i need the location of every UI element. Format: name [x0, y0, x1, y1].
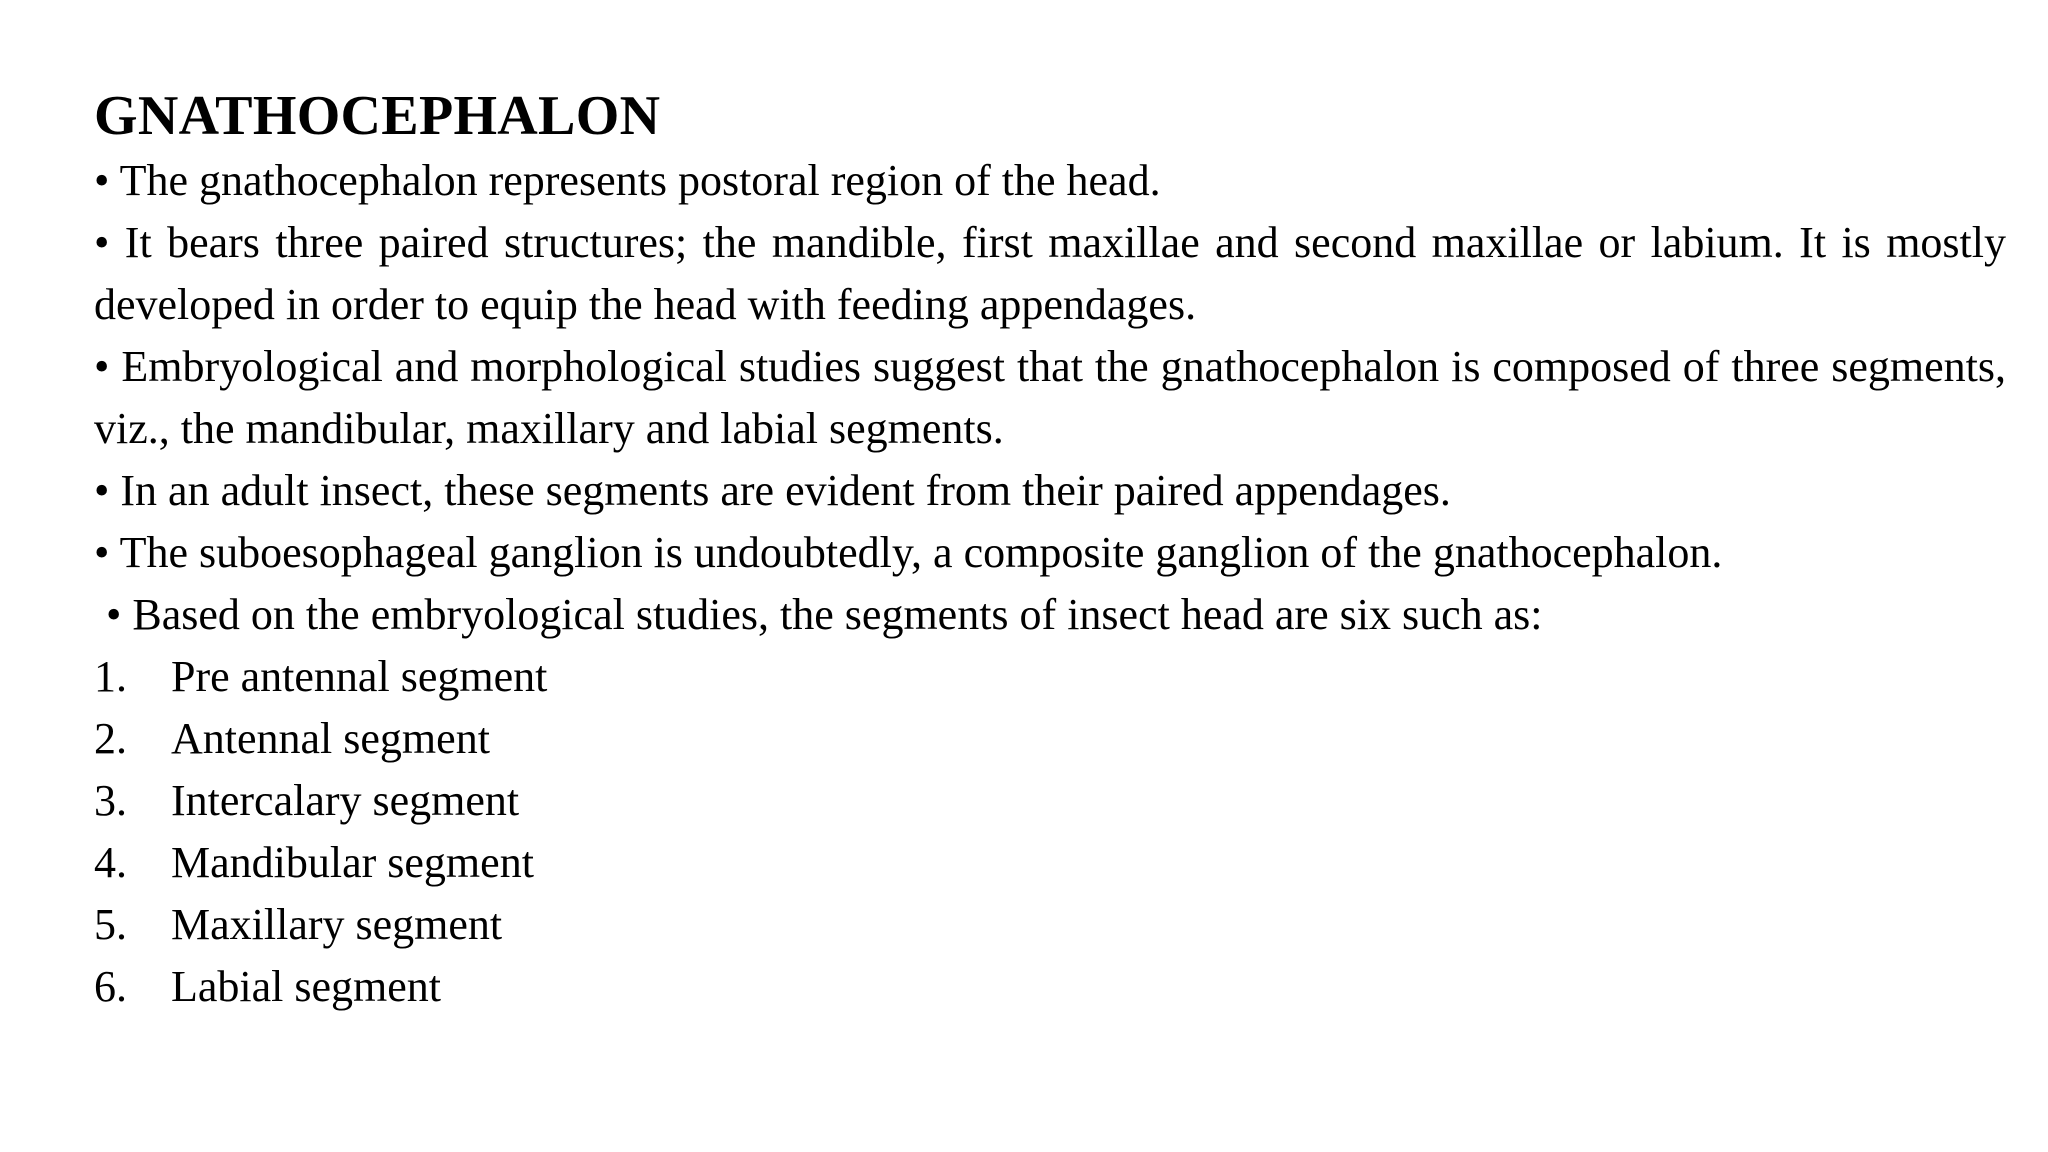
list-item [94, 646, 2014, 708]
list-label: Maxillary segment [171, 900, 503, 949]
list-number: 1. [94, 652, 127, 701]
segment-list [94, 646, 2014, 1018]
list-label: Antennal segment [171, 714, 490, 763]
list-label: Pre antennal segment [171, 652, 548, 701]
list-number: 4. [94, 838, 127, 887]
list-item [94, 770, 2014, 832]
bullet-paired-structures: • It bears three paired structures; the mandible, first maxillae and second maxillae or labium. It is mostly developed in order to equip the head with feeding appendages. [94, 218, 2006, 329]
list-item [94, 708, 2014, 770]
list-label: Mandibular segment [171, 838, 534, 887]
bullet-suboesophageal-ganglion: • The suboesophageal ganglion is undoubtedly, a composite ganglion of the gnathocephalon. [94, 528, 1723, 577]
slide-title: GNATHOCEPHALON [94, 85, 661, 147]
bullet-postoral-region: • The gnathocephalon represents postoral region of the head. [94, 156, 1161, 205]
list-item [94, 832, 2014, 894]
list-label: Labial segment [171, 962, 442, 1011]
bullet-embryological-studies: • Embryological and morphological studies suggest that the gnathocephalon is composed of three segments, viz., the mandibular, maxillary and labial segments. [94, 342, 2006, 453]
list-number: 3. [94, 776, 127, 825]
list-number: 6. [94, 962, 127, 1011]
bullet-six-segments: • Based on the embryological studies, the segments of insect head are six such as: [106, 590, 1543, 639]
list-label: Intercalary segment [171, 776, 520, 825]
list-item [94, 894, 2014, 956]
slide-content [94, 82, 2014, 1018]
list-number: 2. [94, 714, 127, 763]
list-number: 5. [94, 900, 127, 949]
bullet-adult-insect: • In an adult insect, these segments are evident from their paired appendages. [94, 466, 1451, 515]
list-item [94, 956, 2014, 1018]
